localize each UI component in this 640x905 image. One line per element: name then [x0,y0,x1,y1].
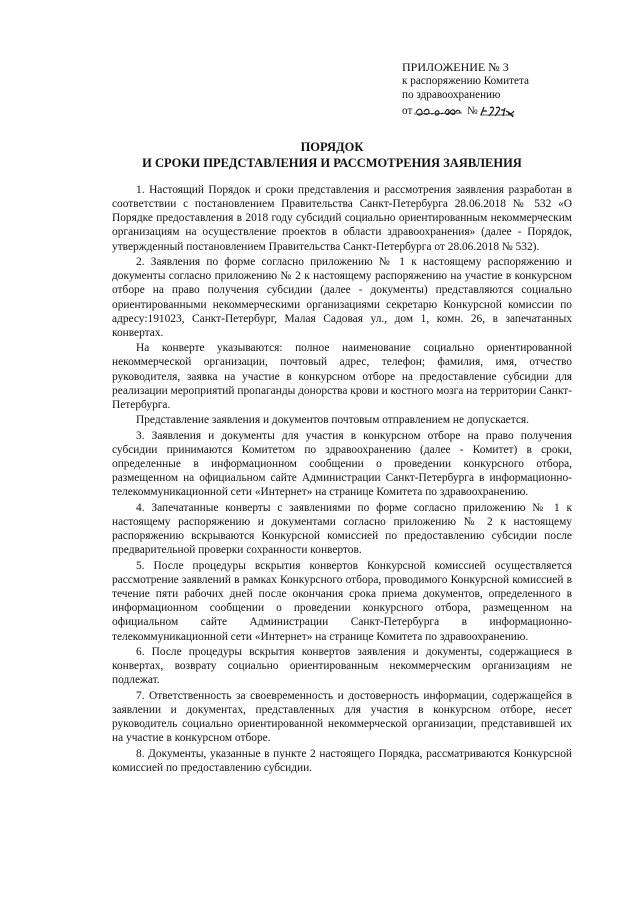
paragraph-5: 3. Заявления и документы для участия в конкурсном отборе на право получения субсидии принимаются Комитетом по здравоохранению (далее - Комитет) в сроки, определенные в информационном сообщении о проведении конкурсного отбора, размещенном на официальном сайте Администрации Санкт-Петербурга в информационно-телекоммуникационной сети «Интернет» на странице Комитета по здравоохранению. [112,429,572,499]
paragraph-10: 8. Документы, указанные в пункте 2 настоящего Порядка, рассматриваются Конкурсной комиссией по предоставлению субсидии. [112,747,572,774]
paragraph-8: 6. После процедуры вскрытия конвертов заявления и документы, содержащиеся в конвертах, возврату социально ориентированным некоммерческим организациям не подлежат. [112,646,572,687]
paragraph-2: 2. Заявления по форме согласно приложению № 1 к настоящему распоряжению и документы согласно приложению № 2 к настоящему распоряжению на участие в конкурсном отборе на право получения субсидии (далее - документы) представляются социально ориентированными некоммерческими организациями секретарю Конкурсной комиссии по адресу:191023, Санкт-Петербург, Малая Садовая ул., дом 1, комн. 26, в запечатанных конвертах. [112,256,572,339]
paragraph-1: 1. Настоящий Порядок и сроки представления и рассмотрения заявления разработан в соответствии с постановлением Правительства Санкт-Петербурга 28.06.2018 № 532 «О Порядке предоставления в 2018 году субсидий социально ориентированным некоммерческим организациям на осуществление проектов в области здравоохранения» (далее - Порядок, утвержденный постановлением Правительства Санкт-Петербурга от 28.06.2018 № 532). [112,184,572,253]
paragraph-4: Представление заявления и документов почтовым отправлением не допускается. [136,414,529,427]
document-subtitle: И СРОКИ ПРЕДСТАВЛЕНИЯ И РАССМОТРЕНИЯ ЗАЯВЛЕНИЯ [142,156,522,170]
appendix-number-label: № [467,105,478,117]
document-title: ПОРЯДОК [300,140,364,154]
paragraph-6: 4. Запечатанные конверты с заявлениями по форме согласно приложению № 1 к настоящему распоряжению и документами согласно приложению № 2 к настоящему распоряжению вскрываются Конкурсной комиссией по предоставлению субсидии после предварительной проверки сохранности конвертов. [112,501,572,557]
appendix-date-number-line [402,102,602,120]
appendix-title: ПРИЛОЖЕНИЕ № 3 [402,60,509,74]
appendix-line-1: к распоряжению Комитета [402,75,529,87]
paragraph-3: На конверте указываются: полное наименование социально ориентированной некоммерческой организации, почтовый адрес, телефон; фамилия, имя, отчество руководителя, заявка на участие в конкурсном отборе на предоставление субсидии для реализации мероприятий пропаганды донорства крови и костного мозга на территории Санкт-Петербурга. [112,342,572,411]
appendix-block [402,60,602,120]
appendix-from-label: от [402,105,413,117]
document-body [112,183,572,776]
paragraph-7: 5. После процедуры вскрытия конвертов Конкурсной комиссией осуществляется рассмотрение заявлений в рамках Конкурсного отбора, проводимого Конкурсной комиссией в течение пяти рабочих дней после окончания срока приема документов, определенного в информационном сообщении о проведении конкурсного отбора, размещенном на официальном сайте Администрации Санкт-Петербурга в информационно-телекоммуникационной сети «Интернет» на странице Комитета по здравоохранению. [112,559,572,643]
appendix-line-2: по здравоохранению [402,89,501,101]
paragraph-9: 7. Ответственность за своевременность и достоверность информации, содержащейся в заявлении и документах, представленных для участия в конкурсном отборе, несет руководитель социально ориентированной некоммерческой организации, представившей их на участие в конкурсном отборе. [112,689,572,745]
handwritten-date-number [402,102,582,120]
